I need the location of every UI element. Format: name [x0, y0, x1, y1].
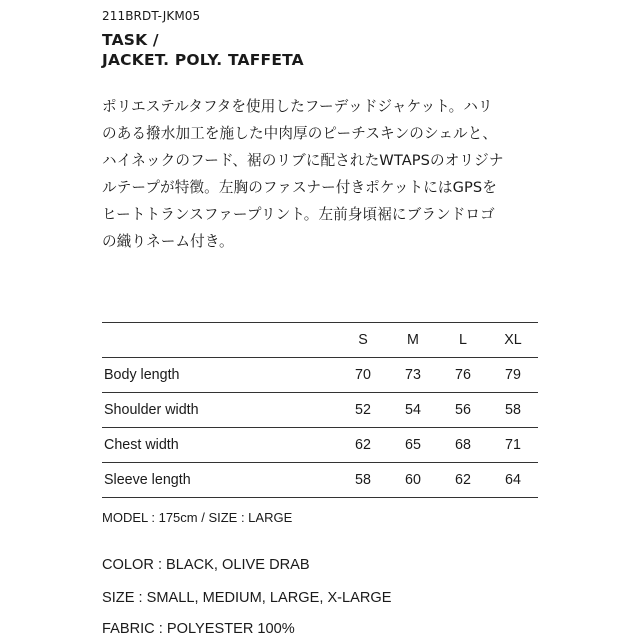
row-label: Body length	[104, 367, 180, 383]
table-cell: 62	[455, 472, 471, 488]
table-cell: 76	[455, 367, 471, 383]
table-cell: 70	[355, 367, 371, 383]
table-cell: 79	[505, 367, 521, 383]
description-line: ヒートトランスファープリント。左前身頃裾にブランドロゴ	[102, 205, 495, 223]
description-line: ハイネックのフード、裾のリブに配されたWTAPSのオリジナ	[102, 151, 504, 169]
table-cell: 58	[355, 472, 371, 488]
fabric-info: FABRIC : POLYESTER 100%	[102, 621, 295, 637]
model-info: MODEL : 175cm / SIZE : LARGE	[102, 510, 293, 525]
table-cell: 58	[505, 402, 521, 418]
table-cell: 54	[405, 402, 421, 418]
table-cell: 52	[355, 402, 371, 418]
size-header-s: S	[358, 332, 368, 348]
size-table-header	[102, 323, 538, 358]
size-header-l: L	[459, 332, 467, 348]
table-cell: 56	[455, 402, 471, 418]
row-label: Shoulder width	[104, 402, 199, 418]
product-title	[102, 30, 304, 70]
table-cell: 71	[505, 437, 521, 453]
product-title-line-1: TASK /	[102, 31, 159, 49]
table-row	[102, 358, 538, 393]
product-description	[102, 94, 542, 255]
size-table-corner	[102, 323, 338, 358]
size-table-body	[102, 358, 538, 498]
description-line: ポリエステルタフタを使用したフーデッドジャケット。ハリ	[102, 98, 493, 115]
table-row	[102, 428, 538, 463]
size-table-header-row	[102, 323, 538, 358]
table-cell: 65	[405, 437, 421, 453]
product-sku: 211BRDT-JKM05	[102, 9, 201, 23]
table-cell: 64	[505, 472, 521, 488]
description-line: ルテープが特徴。左胸のファスナー付きポケットにはGPSを	[102, 178, 497, 196]
table-cell: 60	[405, 472, 421, 488]
table-row	[102, 463, 538, 498]
color-info: COLOR : BLACK, OLIVE DRAB	[102, 557, 310, 573]
description-line: の織りネーム付き。	[102, 232, 234, 250]
size-header-m: M	[407, 332, 419, 348]
table-cell: 68	[455, 437, 471, 453]
description-line: のある撥水加工を施した中肉厚のピーチスキンのシェルと、	[102, 124, 498, 142]
size-table	[102, 322, 538, 498]
table-cell: 62	[355, 437, 371, 453]
size-header-xl: XL	[504, 332, 522, 348]
row-label: Chest width	[104, 437, 179, 453]
table-cell: 73	[405, 367, 421, 383]
size-info: SIZE : SMALL, MEDIUM, LARGE, X-LARGE	[102, 590, 392, 606]
table-row	[102, 393, 538, 428]
product-title-line-2: JACKET. POLY. TAFFETA	[102, 51, 304, 69]
row-label: Sleeve length	[104, 472, 191, 488]
